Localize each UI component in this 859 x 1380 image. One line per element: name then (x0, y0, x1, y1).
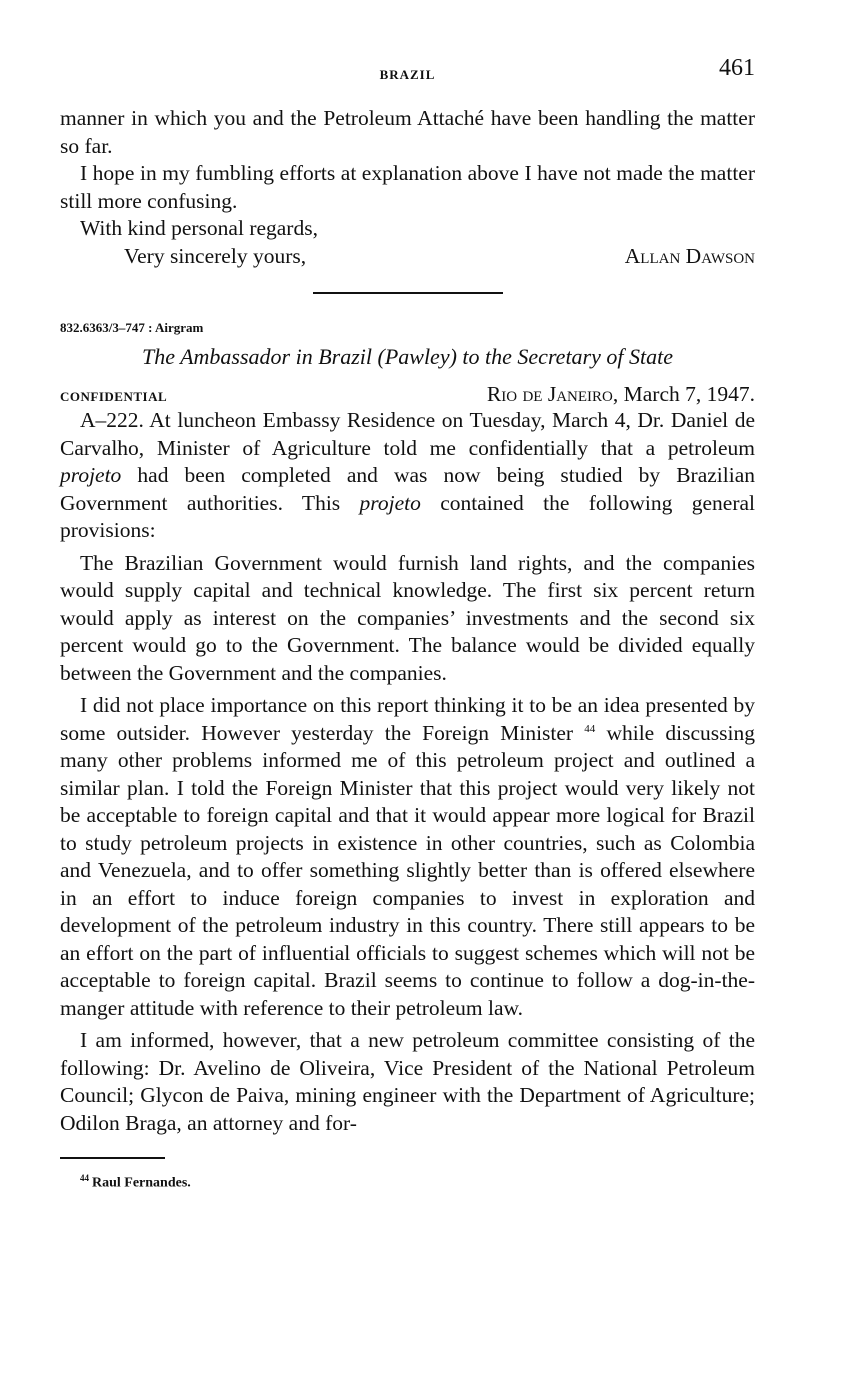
p1-italic-2: projeto (359, 490, 421, 515)
letter-paragraph-continued: manner in which you and the Petroleum Attaché have been handling the matter so far. (60, 106, 755, 158)
letter-closing: With kind personal regards, (80, 216, 318, 240)
body-paragraph-2: The Brazilian Government would furnish land rights, and the companies would supply capital and technical knowledge. The first six percent return would apply as interest on the companies’ investments and the second six percent would go to the Government. The balance would be divided equally between the Government and the companies. (60, 550, 755, 685)
p3-text-b: while discussing many other problems informed me of this petroleum project and outlined a similar plan. I told the Foreign Minister that this project would very likely not be acceptable to foreign capital and that it would appear more logical for Brazil to study petroleum projects in existence in other countries, such as Colombia and Venezuela, and to offer something slightly better than is offered elsewhere in an effort to induce foreign companies to invest in exploration and development of the petroleum industry in this country. There still appears to be an effort on the part of influential officials to suggest schemes which will not be acceptable to foreign capital. Brazil seems to continue to follow a dog-in-the-manger attitude with reference to their petroleum law. (60, 720, 755, 1020)
document-title (60, 344, 755, 370)
page-number: 461 (719, 55, 755, 81)
footnote-ref: 44 (584, 722, 596, 735)
signature: Allan Dawson (624, 243, 755, 268)
document-page (60, 55, 755, 1192)
p1-text-b: had been completed and was now being studied by Brazilian Government authorities. This (60, 463, 755, 515)
footnote-text: Raul Fernandes. (92, 1175, 191, 1191)
running-head: BRAZIL (379, 67, 436, 82)
p3-text-a: I did not place importance on this report thinking it to be an idea presented by some outsider. However yesterday the Foreign Minister (60, 693, 755, 745)
letter-paragraph: I hope in my fumbling efforts at explanation above I have not made the matter still more confusing. (60, 161, 755, 213)
footnote (60, 1173, 755, 1192)
title-text-end: ) to the Secretary of State (449, 344, 673, 369)
place: Rio de Janeiro (486, 382, 613, 406)
file-number: 832.6363/3–747 : Airgram (60, 320, 204, 335)
p1-italic-1: projeto (60, 463, 122, 487)
footnote-number: 44 (80, 1173, 89, 1183)
date: , March 7, 1947. (612, 382, 755, 406)
body-paragraph-3 (60, 692, 755, 1022)
place-date (487, 382, 755, 407)
title-name: Pawley (384, 344, 450, 369)
body-paragraph-4: I am informed, however, that a new petroleum committee consisting of the following: Dr. Avelino de Oliveira, Vice President of the National Petroleum Council; Glycon de Paiva, mining engineer with the Department of Agriculture; Odilon Braga, an attorney and for- (60, 1028, 755, 1135)
classification: CONFIDENTIAL (60, 389, 168, 404)
page-header (60, 55, 755, 85)
letter-valediction: Very sincerely yours, (124, 243, 307, 268)
section-divider (313, 292, 503, 294)
footnote-rule (60, 1157, 165, 1159)
signature-row (60, 243, 755, 271)
title-text: The Ambassador in Brazil ( (141, 344, 385, 369)
body-paragraph-1 (60, 407, 755, 545)
dateline (60, 382, 755, 407)
p1-text-a: A–222. At luncheon Embassy Residence on Tuesday, March 4, Dr. Daniel de Carvalho, Minister of Agriculture told me confidentially that a petroleum (60, 408, 755, 460)
p1-text-c: contained the following general provisions: (60, 490, 755, 542)
